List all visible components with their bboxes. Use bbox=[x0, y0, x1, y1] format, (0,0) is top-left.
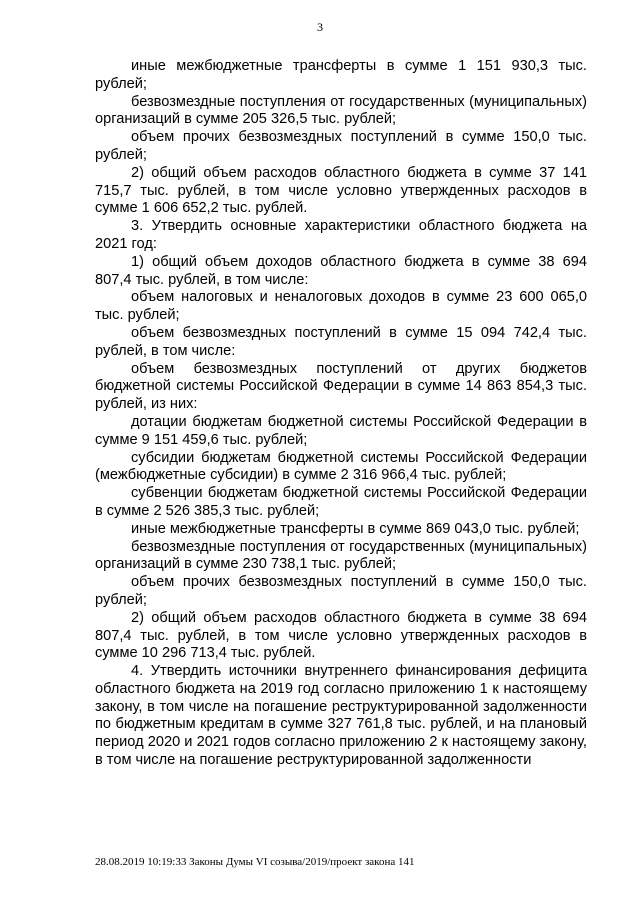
document-footer: 28.08.2019 10:19:33 Законы Думы VI созыва/2019/проект закона 141 bbox=[95, 856, 415, 868]
page-number: 3 bbox=[317, 20, 323, 34]
paragraph-org-receipts-2021: безвозмездные поступления от государственных (муниципальных) организаций в сумме 230 738,1 тыс. рублей; bbox=[95, 538, 587, 573]
paragraph-subsidies-2021: субсидии бюджетам бюджетной системы Российской Федерации (межбюджетные субсидии) в сумме 2 316 966,4 тыс. рублей; bbox=[95, 449, 587, 484]
paragraph-item-4: 4. Утвердить источники внутреннего финансирования дефицита областного бюджета на 2019 год согласно приложению 1 к настоящему закону, в том числе на погашение реструктурированной задолженности по бюджетным кредитам в сумме 327 761,8 тыс. рублей, и на плановый период 2020 и 2021 годов согласно приложению 2 к настоящему закону, в том числе на погашение реструктурированной задолженности bbox=[95, 663, 587, 769]
paragraph-free-receipts-2021: объем безвозмездных поступлений в сумме 15 094 742,4 тыс. рублей, в том числе: bbox=[95, 324, 587, 359]
paragraph-item-3: 3. Утвердить основные характеристики областного бюджета на 2021 год: bbox=[95, 218, 587, 252]
law-text-body bbox=[95, 58, 587, 770]
paragraph-other-transfers-2021: иные межбюджетные трансферты в сумме 869 043,0 тыс. рублей; bbox=[131, 520, 580, 537]
paragraph-budget-transfers-2021: объем безвозмездных поступлений от других бюджетов бюджетной системы Российской Федерации в сумме 14 863 854,3 тыс. рублей, из них: bbox=[95, 360, 587, 413]
paragraph-tax-income-2021: объем налоговых и неналоговых доходов в сумме 23 600 065,0 тыс. рублей; bbox=[95, 289, 587, 324]
paragraph-other-receipts-2021: объем прочих безвозмездных поступлений в сумме 150,0 тыс. рублей; bbox=[95, 574, 587, 608]
paragraph-expenses-2020: 2) общий объем расходов областного бюджета в сумме 37 141 715,7 тыс. рублей, в том числе условно утвержденных расходов в сумме 1 606 652,2 тыс. рублей. bbox=[95, 164, 587, 217]
paragraph-org-receipts-2020: безвозмездные поступления от государственных (муниципальных) организаций в сумме 205 326,5 тыс. рублей; bbox=[95, 93, 587, 128]
paragraph-subventions-2021: субвенции бюджетам бюджетной системы Российской Федерации в сумме 2 526 385,3 тыс. рублей; bbox=[95, 485, 587, 519]
paragraph-income-2021: 1) общий объем доходов областного бюджета в сумме 38 694 807,4 тыс. рублей, в том числе: bbox=[95, 253, 587, 288]
paragraph-grants-2021: дотации бюджетам бюджетной системы Российской Федерации в сумме 9 151 459,6 тыс. рублей; bbox=[95, 413, 587, 448]
paragraph-other-receipts-2020: объем прочих безвозмездных поступлений в сумме 150,0 тыс. рублей; bbox=[95, 129, 587, 163]
paragraph-other-transfers-2020: иные межбюджетные трансферты в сумме 1 151 930,3 тыс. рублей; bbox=[95, 58, 587, 92]
paragraph-expenses-2021: 2) общий объем расходов областного бюджета в сумме 38 694 807,4 тыс. рублей, в том числе условно утвержденных расходов в сумме 10 296 713,4 тыс. рублей. bbox=[95, 609, 587, 662]
